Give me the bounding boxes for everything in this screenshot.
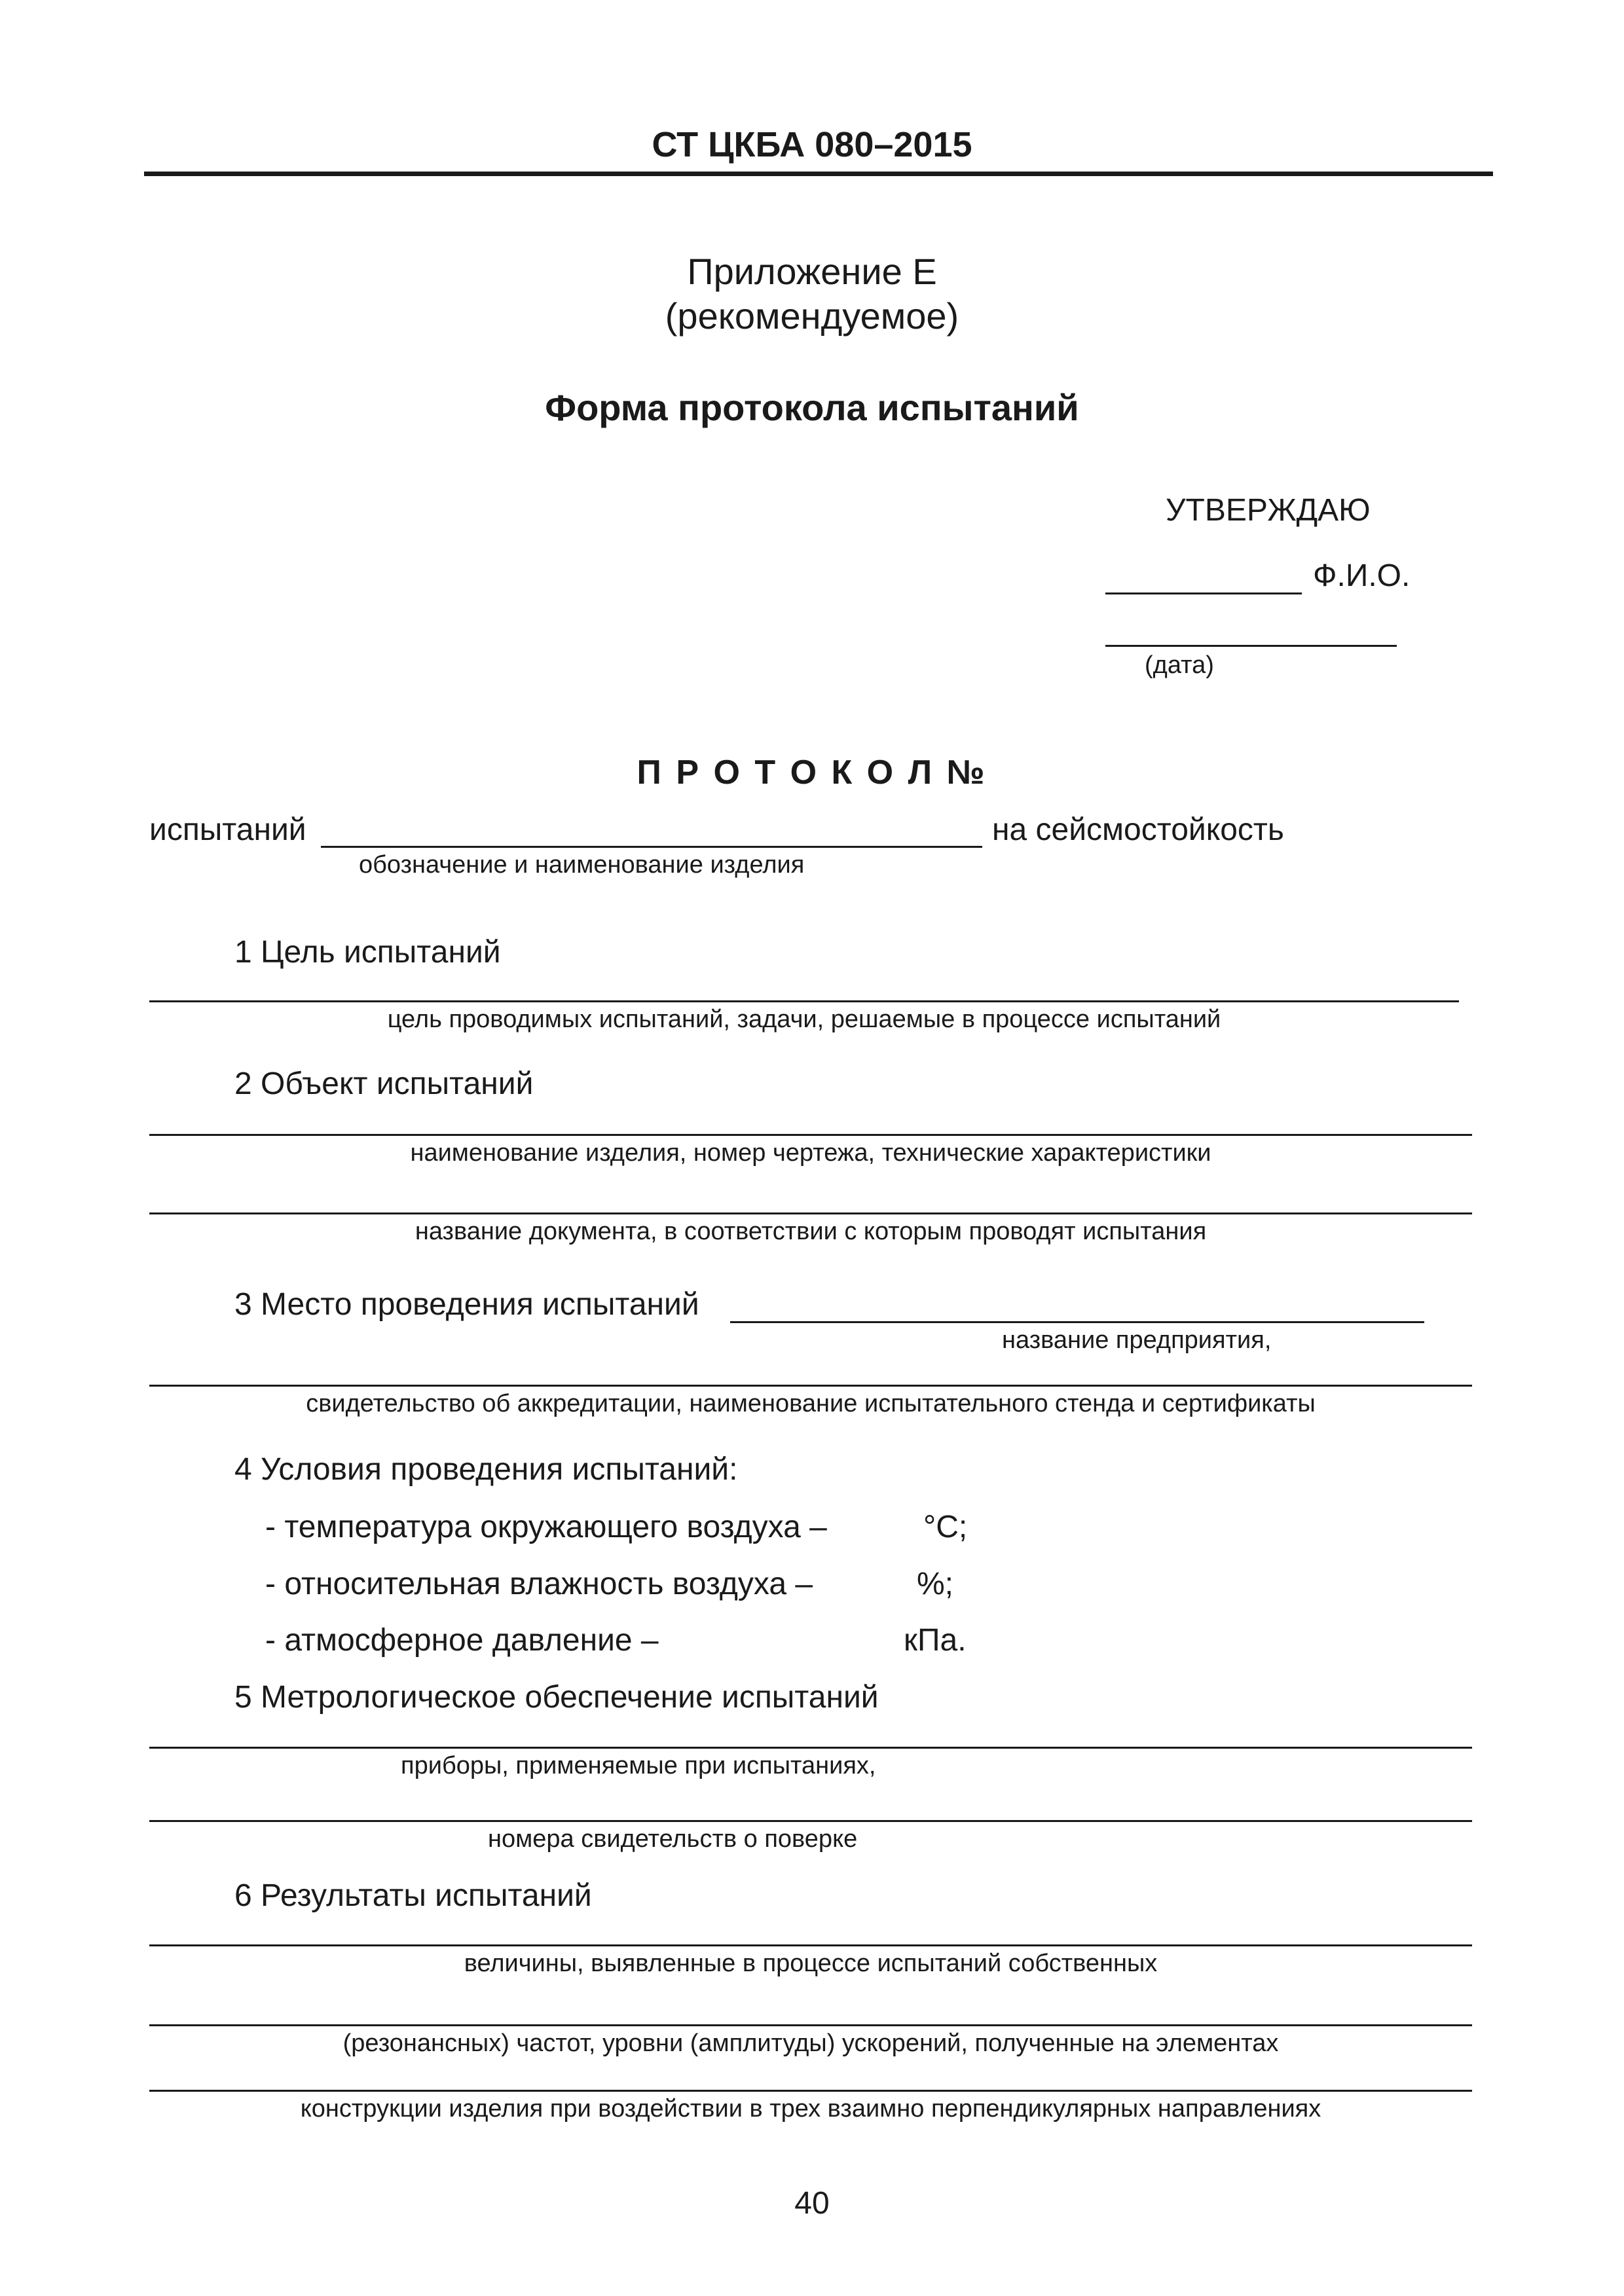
form-title: Форма протокола испытаний [545, 387, 1079, 428]
section-3-line [149, 1385, 1472, 1387]
section-4-title: 4 Условия проведения испытаний: [234, 1452, 738, 1487]
condition-humidity-label: - относительная влажность воздуха – [265, 1567, 813, 1601]
appendix-status: (рекомендуемое) [665, 295, 959, 337]
document-code: СТ ЦКБА 080–2015 [652, 125, 972, 164]
appendix-title: Приложение Е [687, 251, 937, 292]
section-1-caption: цель проводимых испытаний, задачи, решаемые в процессе испытаний [387, 1006, 1221, 1033]
name-label: Ф.И.О. [1313, 558, 1411, 593]
section-5-caption-2: номера свидетельств о поверке [488, 1825, 858, 1853]
condition-temperature-label: - температура окружающего воздуха – [265, 1510, 827, 1544]
protocol-heading: П Р О Т О К О Л № [637, 754, 987, 792]
section-3-caption-1: название предприятия, [1002, 1326, 1272, 1354]
section-2-line-1 [149, 1134, 1472, 1136]
condition-temperature-unit: °С; [923, 1510, 968, 1544]
section-5-line-1 [149, 1747, 1472, 1749]
section-6-caption-1: величины, выявленные в процессе испытаний собственных [464, 1950, 1158, 1977]
condition-pressure-label: - атмосферное давление – [265, 1623, 659, 1658]
section-2-caption-2: название документа, в соответствии с которым проводят испытания [415, 1218, 1207, 1245]
section-2-title: 2 Объект испытаний [234, 1066, 534, 1101]
product-caption: обозначение и наименование изделия [359, 851, 805, 879]
section-6-title: 6 Результаты испытаний [234, 1878, 592, 1913]
section-6-caption-3: конструкции изделия при воздействии в трех взаимно перпендикулярных направлениях [300, 2095, 1321, 2123]
section-5-title: 5 Метрологическое обеспечение испытаний [234, 1680, 879, 1715]
section-2-line-2 [149, 1212, 1472, 1214]
section-3-inline-line [730, 1321, 1424, 1323]
date-caption: (дата) [1145, 651, 1214, 679]
section-1-title: 1 Цель испытаний [234, 935, 501, 970]
section-2-caption-1: наименование изделия, номер чертежа, технические характеристики [410, 1139, 1211, 1167]
header-rule [144, 172, 1493, 176]
section-3-caption-2: свидетельство об аккредитации, наименование испытательного стенда и сертификаты [306, 1390, 1316, 1417]
section-6-line-1 [149, 1944, 1472, 1946]
condition-humidity-unit: %; [917, 1567, 954, 1601]
section-5-line-2 [149, 1820, 1472, 1822]
protocol-prefix: испытаний [149, 812, 306, 847]
section-1-line [149, 1000, 1459, 1002]
condition-pressure-unit: кПа. [904, 1623, 967, 1658]
section-6-caption-2: (резонансных) частот, уровни (амплитуды) ускорений, полученные на элементах [342, 2030, 1279, 2057]
product-line [321, 846, 982, 848]
section-6-line-3 [149, 2090, 1472, 2092]
section-3-title: 3 Место проведения испытаний [234, 1287, 699, 1322]
date-line [1105, 645, 1397, 647]
protocol-suffix: на сейсмостойкость [992, 812, 1284, 847]
page-number: 40 [794, 2186, 830, 2221]
signature-line [1105, 592, 1302, 594]
section-6-line-2 [149, 2024, 1472, 2026]
approve-label: УТВЕРЖДАЮ [1166, 493, 1371, 528]
section-5-caption-1: приборы, применяемые при испытаниях, [401, 1752, 876, 1779]
